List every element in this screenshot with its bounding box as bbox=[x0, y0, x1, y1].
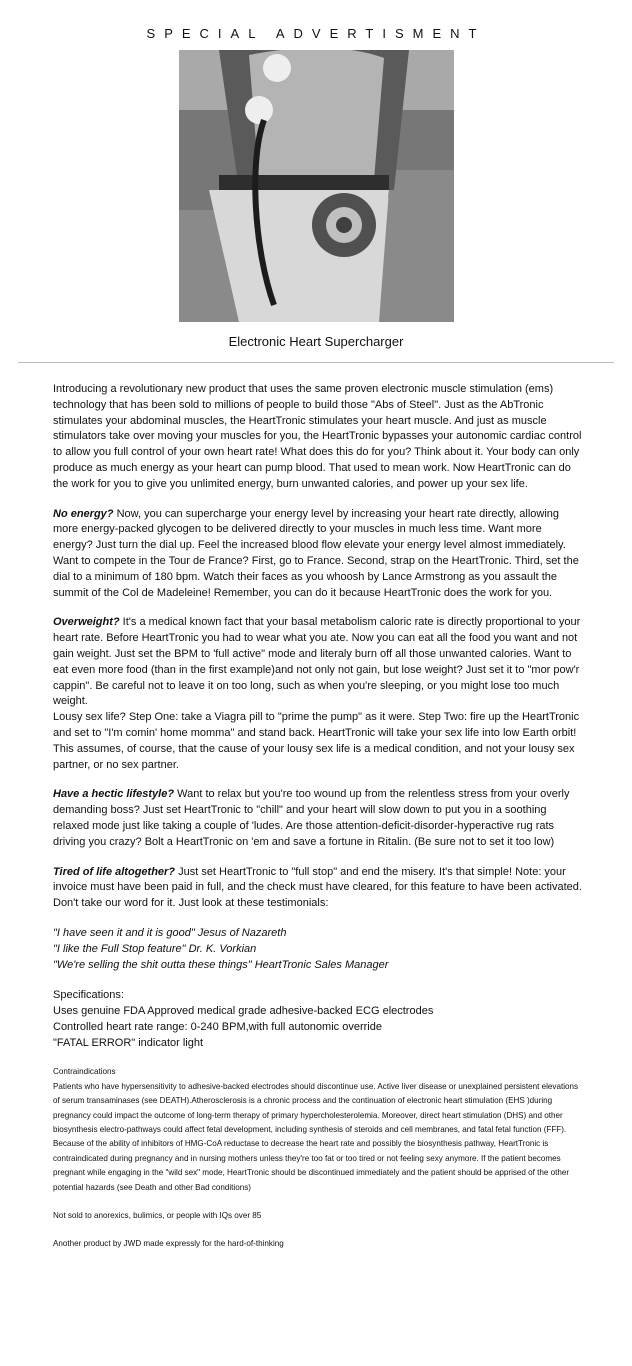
divider-line bbox=[18, 362, 614, 363]
ad-header: SPECIAL ADVERTISMENT bbox=[146, 26, 486, 41]
section-overweight: Overweight? It's a medical known fact that your basal metabolism caloric rate is directly proportional to your heart rate. Before HeartTronic you had to wear what you ate. Now you can eat all the food you want and not gain weight. Just set the BPM to 'full active" mode and literaly burn off all those unwanted calories. Want to eat even more food (than in the first example)and not only not gain, but lose weight? Just set it to "mor pow'r cappin". Be careful not to leave it on too long, such as when you're sleeping, or you might lose too much weight. Lousy sex life? Step One: take a Viagra pill to "prime the pump" as it were. Step Two: fire up the HeartTronic and set to "I'm comin' home momma" and stand back. HeartTronic will take your sex life into low Earth orbit! This assumes, of course, that the cause of your lousy sex life is a medical condition, and not your lousy sex partner, or no sex partner. bbox=[53, 616, 581, 771]
spec-item: Uses genuine FDA Approved medical grade adhesive-backed ECG electrodes bbox=[53, 1005, 434, 1018]
contraindications bbox=[53, 1065, 583, 1195]
section-heading: Tired of life altogether? bbox=[53, 865, 176, 878]
specifications bbox=[53, 987, 583, 1051]
testimonial: "I have seen it and it is good" Jesus of Nazareth bbox=[53, 926, 287, 939]
contra-title: Contraindications bbox=[53, 1067, 116, 1077]
section-heading: Have a hectic lifestyle? bbox=[53, 788, 175, 801]
section-no-energy: No energy? Now, you can supercharge your energy level by increasing your heart rate directly, allowing more energy-packed glycogen to be delivered directly to your muscles in much less time. Want more energy? Just turn the dial up. Feel the increased blood flow elevate your energy level almost immediately. Want to compete in the Tour de France? First, go to France. Second, strap on the HeartTronic. Third, set the dial to a minimum of 180 bpm. Watch their faces as you whoosh by Lance Armstrong as you assault the summit of the Col de Madeleine! Remember, you can do it because HeartTronic does the work for you. bbox=[53, 507, 579, 599]
sex-life-text: Lousy sex life? Step One: take a Viagra pill to "prime the pump" as it were. Step Two: fire up the HeartTronic and set to "I'm comin' home momma" and stand back. HeartTronic will take your sex life into low Earth orbit! This assumes, of course, that the cause of your lousy sex life is a medical condition, and not your lousy sex partner, or no sex partner. bbox=[53, 711, 580, 771]
not-sold-note: Not sold to anorexics, bulimics, or people with IQs over 85 bbox=[53, 1210, 262, 1220]
testimonial-list bbox=[53, 926, 583, 973]
photo-caption: Electronic Heart Supercharger bbox=[228, 334, 404, 349]
testimonial: "We're selling the shit outta these things" HeartTronic Sales Manager bbox=[53, 958, 389, 971]
spec-item: Controlled heart rate range: 0-240 BPM,with full autonomic override bbox=[53, 1021, 382, 1034]
testimonial-intro: Don't take our word for it. Just look at these testimonials: bbox=[53, 897, 329, 910]
spec-item: "FATAL ERROR" indicator light bbox=[53, 1037, 204, 1050]
product-photo bbox=[179, 50, 454, 322]
section-heading: Overweight? bbox=[53, 616, 120, 629]
section-hectic: Have a hectic lifestyle? Want to relax but you're too wound up from the relentless stress from your overly demanding boss? Just set HeartTronic to "chill" and your heart will slow down to put you in a soothing relaxed mode just like taking a couple of 'ludes. Are those attention-deficit-disorder-hyperactive rug rats driving you crazy? Bolt a HeartTronic on 'em and save a fortune in Ritalin. (Be sure not to set it too low) bbox=[53, 788, 570, 848]
contra-text: Patients who have hypersensitivity to adhesive-backed electrodes should discontinue use. Active liver disease or unexplained persistent elevations of serum transaminases (see DEATH).Atherosclerosis is a chronic process and the continuation of electronic heart stimulation (EHS )during pregnancy could impact the outcome of long-term therapy of primary hypercholesterolemia. Moreover, direct heart stimulation (DHS) and other biosynthesis electro-pathways could affect fetal development, including synthesis of steroids and cell membranes, and fatal fetal function (FFF). Because of the ability of inhibitors of HMG-CoA reductase to decrease the heart rate and possibly the biosynthesis pathway, HeartTronic is contraindicated during pregnancy and in nursing mothers unless they're too fat or too tired or not feeling sexy anymore. If the patient becomes pregnant while engaging in the "wild sex" mode, HeartTronic should be discontinued immediately and the patient should be apprised of the other potential hazards (see Death and other Bad conditions) bbox=[53, 1081, 579, 1192]
testimonial: "I like the Full Stop feature" Dr. K. Vorkian bbox=[53, 942, 257, 955]
intro-paragraph: Introducing a revolutionary new product that uses the same proven electronic muscle stimulation (ems) technology that has been sold to millions of people to build those "Abs of Steel". Just as the AbTronic stimulates your abdominal muscles, the HeartTronic stimulates your heart muscle. And just as muscle stimulators take over moving your muscles for you, the HeartTronic bypasses your autonomic cardiac control to allow you full control of your own heart rate! What does this do for you? Think about it. Your body can only produce as much energy as your heart can pump blood. That used to mean work. Now HeartTronic can do the work for you to give you unlimited energy, burn unwanted calories, and power up your sex life. bbox=[53, 383, 582, 490]
section-tired: Tired of life altogether? Just set HeartTronic to "full stop" and end the misery. It's that simple! Note: your invoice must have been paid in full, and the check must have cleared, for this feature to have been activated. Don't take our word for it. Just look at these testimonials: bbox=[53, 865, 582, 910]
specs-title: Specifications: bbox=[53, 989, 124, 1002]
article-body bbox=[53, 382, 583, 1266]
footer-note: Another product by JWD made expressly for the hard-of-thinking bbox=[53, 1239, 284, 1249]
section-heading: No energy? bbox=[53, 507, 114, 520]
